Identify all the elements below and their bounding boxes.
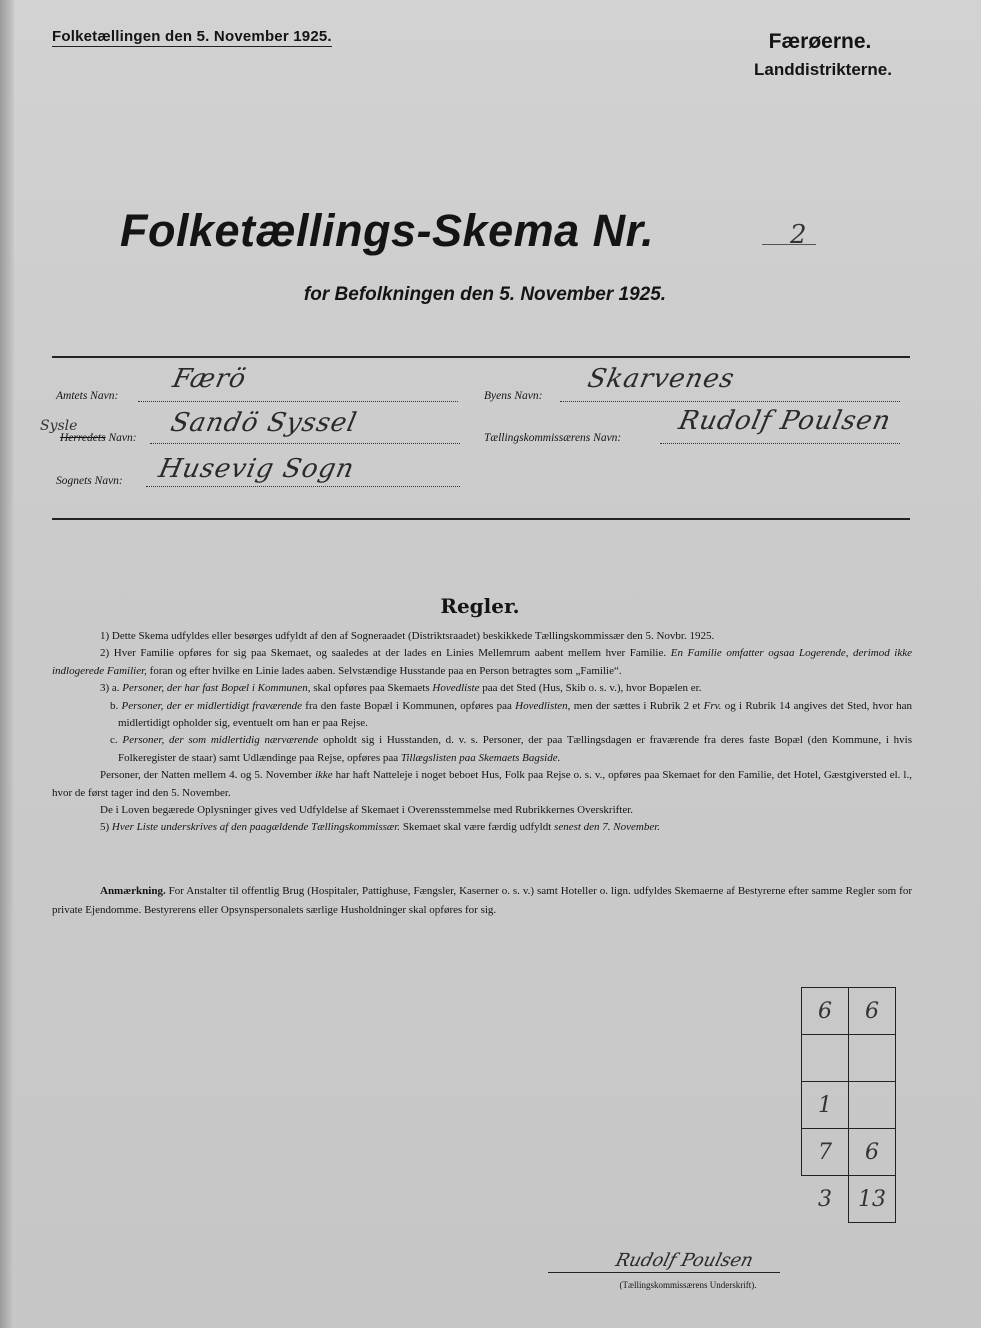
form-subtitle: for Befolkningen den 5. November 1925.: [303, 284, 667, 305]
herred-label-rest: Navn:: [105, 432, 137, 444]
tally-cell: [802, 1035, 849, 1082]
census-header: Folketællingen den 5. November 1925.: [52, 28, 332, 45]
rule-3b: b. Personer, der er midlertidigt fraværende fra den faste Bopæl i Kommunen, opføres paa Hovedlisten, men der sættes i Rubrik 2 et Frv. og i Rubrik 14 angives det Sted, hvor han midlertidigt opholder sig, eventuelt om han er paa Rejse.: [110, 699, 912, 730]
amt-value: Færö: [170, 364, 250, 394]
tally-cell: 7: [802, 1129, 849, 1176]
tally-cell: [849, 1035, 896, 1082]
commissioner-label: Tællingskommissærens Navn:: [484, 432, 622, 444]
signature-line: [548, 1272, 780, 1273]
rule-3a: 3) a. Personer, der har fast Bopæl i Kommunen, skal opføres paa Skemaets Hovedliste paa det Sted (Hus, Skib o. s. v.), hvor Bopælen er.: [100, 682, 702, 695]
rule-6: 5) Hver Liste underskrives af den paagældende Tællingskommissær. Skemaet skal være færdig udfyldt senest den 7. November.: [100, 821, 661, 834]
herred-line: [150, 443, 460, 444]
signature-caption: (Tællingskommissærens Underskrift).: [619, 1280, 757, 1290]
divider-bottom: [52, 518, 910, 520]
commissioner-value: Rudolf Poulsen: [676, 406, 894, 436]
tally-cell: 6: [849, 1129, 896, 1176]
page-edge: [0, 0, 14, 1328]
tally-cell: [849, 1082, 896, 1129]
herred-label-struck: Herredets: [60, 432, 106, 444]
byens-line: [560, 401, 900, 402]
herred-correction: Sysle: [40, 418, 78, 434]
amt-line: [138, 401, 458, 402]
form-number: 2: [790, 220, 807, 250]
tally-grid: [801, 987, 896, 1223]
rule-1: 1) Dette Skema udfyldes eller besørges udfyldt af den af Sogneraadet (Distriktsraadet) beskikkede Tællingskommissær den 5. Novbr. 1925.: [100, 630, 715, 642]
byens-value: Skarvenes: [585, 364, 738, 394]
herred-label: [60, 432, 137, 444]
note-text: [52, 882, 912, 920]
note-body: For Anstalter til offentlig Brug (Hospitaler, Pattighuse, Fængsler, Kaserner o. s. v.) samt Hoteller o. lign. udfyldes Skemaerne af Bestyrerne efter samme Regler som for private Ejendomme. Bestyrerens eller Opsynspersonalets særlige Husholdninger skal opføres for sig.: [52, 885, 912, 916]
note-paragraph: [52, 882, 912, 920]
rule-4: Personer, der Natten mellem 4. og 5. November ikke har haft Natteleje i noget beboet Hus, Folk paa Rejse o. s. v., opføres paa Skemaet for den Familie, det Hotel, Gæstgiversted el. l., hvor de først tager ind den 5. November.: [52, 769, 912, 799]
tally-cell: 6: [849, 988, 896, 1035]
rule-5: De i Loven begærede Oplysninger gives ved Udfyldelse af Skemaet i Overensstemmelse med Rubrikkernes Overskrifter.: [100, 804, 634, 817]
divider-top: [52, 356, 910, 358]
tally-cell: 6: [802, 988, 849, 1035]
sogn-value: Husevig Sogn: [156, 454, 358, 484]
rule-2: 2) Hver Familie opføres for sig paa Skemaet, og saaledes at der lades en Linies Mellemrum aabent mellem hver Familie. En Familie omfatter ogsaa Logerende, derimod ikke indlogerede Familier, foran og efter hvilke en Linie lades aaben. Selvstændige Husstande paa en Person betragtes som „Familie“.: [52, 647, 912, 677]
rules-text: [52, 628, 912, 837]
tally-row: [802, 1035, 896, 1082]
note-label: Anmærkning.: [100, 885, 166, 897]
commissioner-line: [660, 443, 900, 444]
amt-label: Amtets Navn:: [56, 390, 119, 402]
herred-value: Sandö Syssel: [168, 408, 360, 438]
sogn-line: [146, 486, 460, 487]
tally-cell: 13: [849, 1176, 896, 1223]
tally-row: [802, 1082, 896, 1129]
form-title: Folketællings-Skema Nr.: [120, 205, 655, 256]
tally-cell: 1: [802, 1082, 849, 1129]
tally-row: [802, 1129, 896, 1176]
sogn-label: Sognets Navn:: [56, 475, 123, 487]
form-number-line: [762, 244, 816, 245]
rules-heading: Regler.: [440, 594, 520, 618]
district-name: Landdistrikterne.: [754, 60, 892, 79]
tally-row: [802, 988, 896, 1035]
rule-3c: c. Personer, der som midlertidig nærværende opholdt sig i Husstanden, d. v. s. Personer, der paa Tællingsdagen er fraværende fra deres faste Bopæl (den Kommune, i hvis Folkeregister de staar) samt Udlændinge paa Rejse, opføres paa Tillægslisten paa Skemaets Bagside.: [110, 734, 912, 764]
tally-row: [802, 1176, 896, 1223]
region-name: Færøerne.: [768, 30, 872, 53]
tally-cell: 3: [802, 1176, 849, 1223]
signature: Rudolf Poulsen: [613, 1250, 756, 1271]
byens-label: Byens Navn:: [484, 390, 543, 402]
